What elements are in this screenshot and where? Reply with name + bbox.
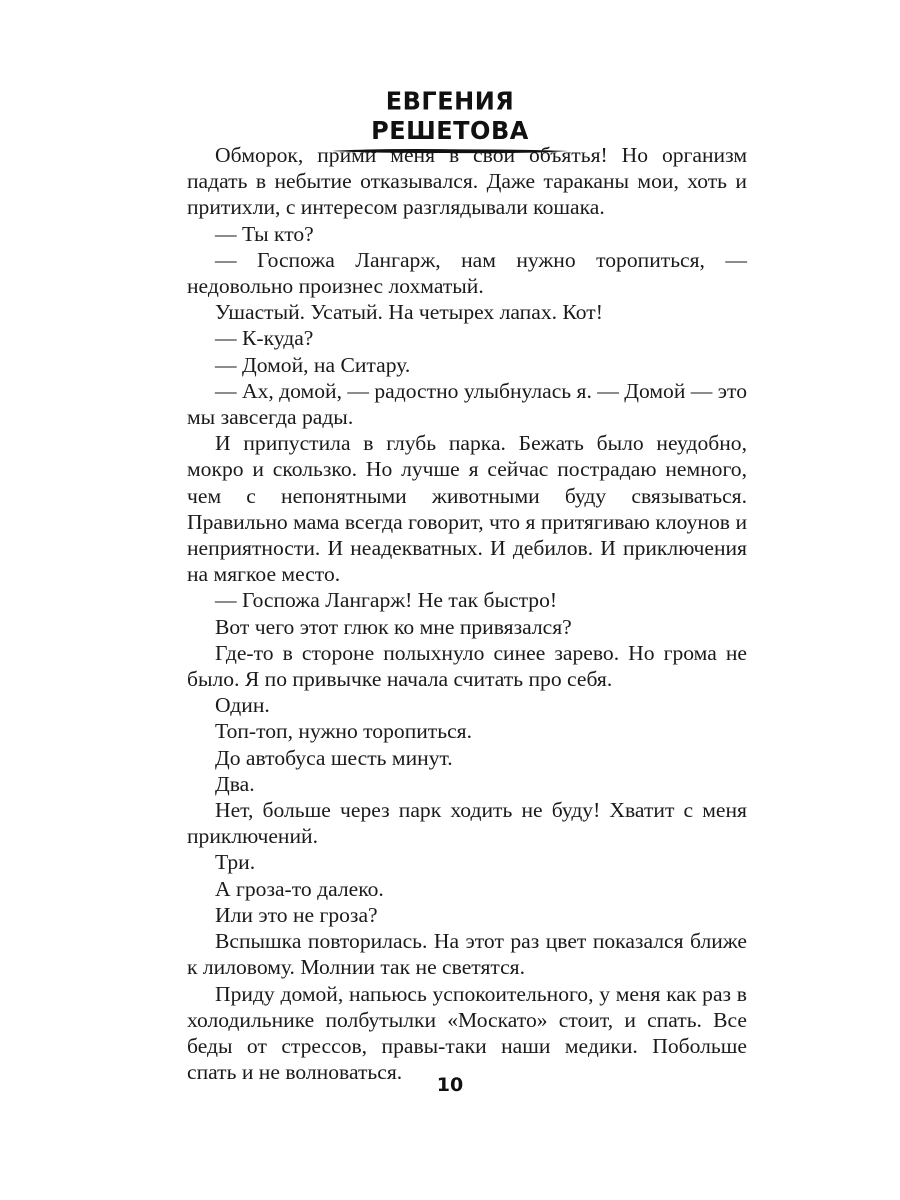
paragraph: — К-куда?	[215, 326, 314, 351]
paragraph: До автобуса шесть минут.	[215, 745, 453, 770]
paragraph: — Ах, домой, — радостно улыбнулась я. — Домой — это мы завсегда рады.	[187, 378, 748, 430]
page-number: 10	[436, 1074, 464, 1096]
paragraph: Нет, больше через парк ходить не буду! Хватит с меня приключений.	[187, 798, 747, 849]
paragraph: И припустила в глубь парка. Бежать было неудобно, мокро и скользко. Но лучше я сейчас пострадаю немного, чем с непонятными животными буду связываться. Правильно мама всегда говорит, что я притягиваю клоунов и неприятности. И неадекватных. И дебилов. И приключения на мягкое место.	[187, 431, 747, 587]
paragraph: — Ты кто?	[215, 221, 314, 246]
author-name: ЕВГЕНИЯ РЕШЕТОВА	[371, 86, 529, 146]
paragraph: Ушастый. Усатый. На четырех лапах. Кот!	[215, 300, 603, 325]
paragraph: — Госпожа Лангарж! Не так быстро!	[215, 588, 558, 613]
paragraph: Один.	[215, 693, 270, 718]
paragraph: Топ-топ, нужно торопиться.	[215, 719, 473, 744]
paragraph: Где-то в стороне полыхнуло синее зарево. Но грома не было. Я по привычке начала считать про себя.	[187, 640, 747, 692]
paragraph: Обморок, прими меня в свои объятья! Но организм падать в небытие отказывался. Даже тараканы мои, хоть и притихли, с интересом разглядывали кошака.	[187, 143, 747, 220]
paragraph: А гроза-то далеко.	[215, 876, 384, 901]
paragraph: Вспышка повторилась. На этот раз цвет показался ближе к лиловому. Молнии так не светятся.	[187, 929, 747, 980]
body-text	[187, 142, 747, 1085]
paragraph: Три.	[215, 850, 256, 875]
paragraph: Два.	[215, 771, 255, 796]
paragraph: — Госпожа Лангарж, нам нужно торопиться, — недовольно произнес лохматый.	[187, 247, 747, 299]
paragraph: Приду домой, напьюсь успокоительного, у меня как раз в холодильнике полбутылки «Москато» стоит, и спать. Все беды от стрессов, правы-таки наши медики. Побольше спать и не волноваться.	[187, 981, 747, 1085]
paragraph: Или это не гроза?	[215, 902, 378, 927]
paragraph: — Домой, на Ситару.	[215, 352, 411, 377]
paragraph: Вот чего этот глюк ко мне привязался?	[215, 614, 572, 639]
